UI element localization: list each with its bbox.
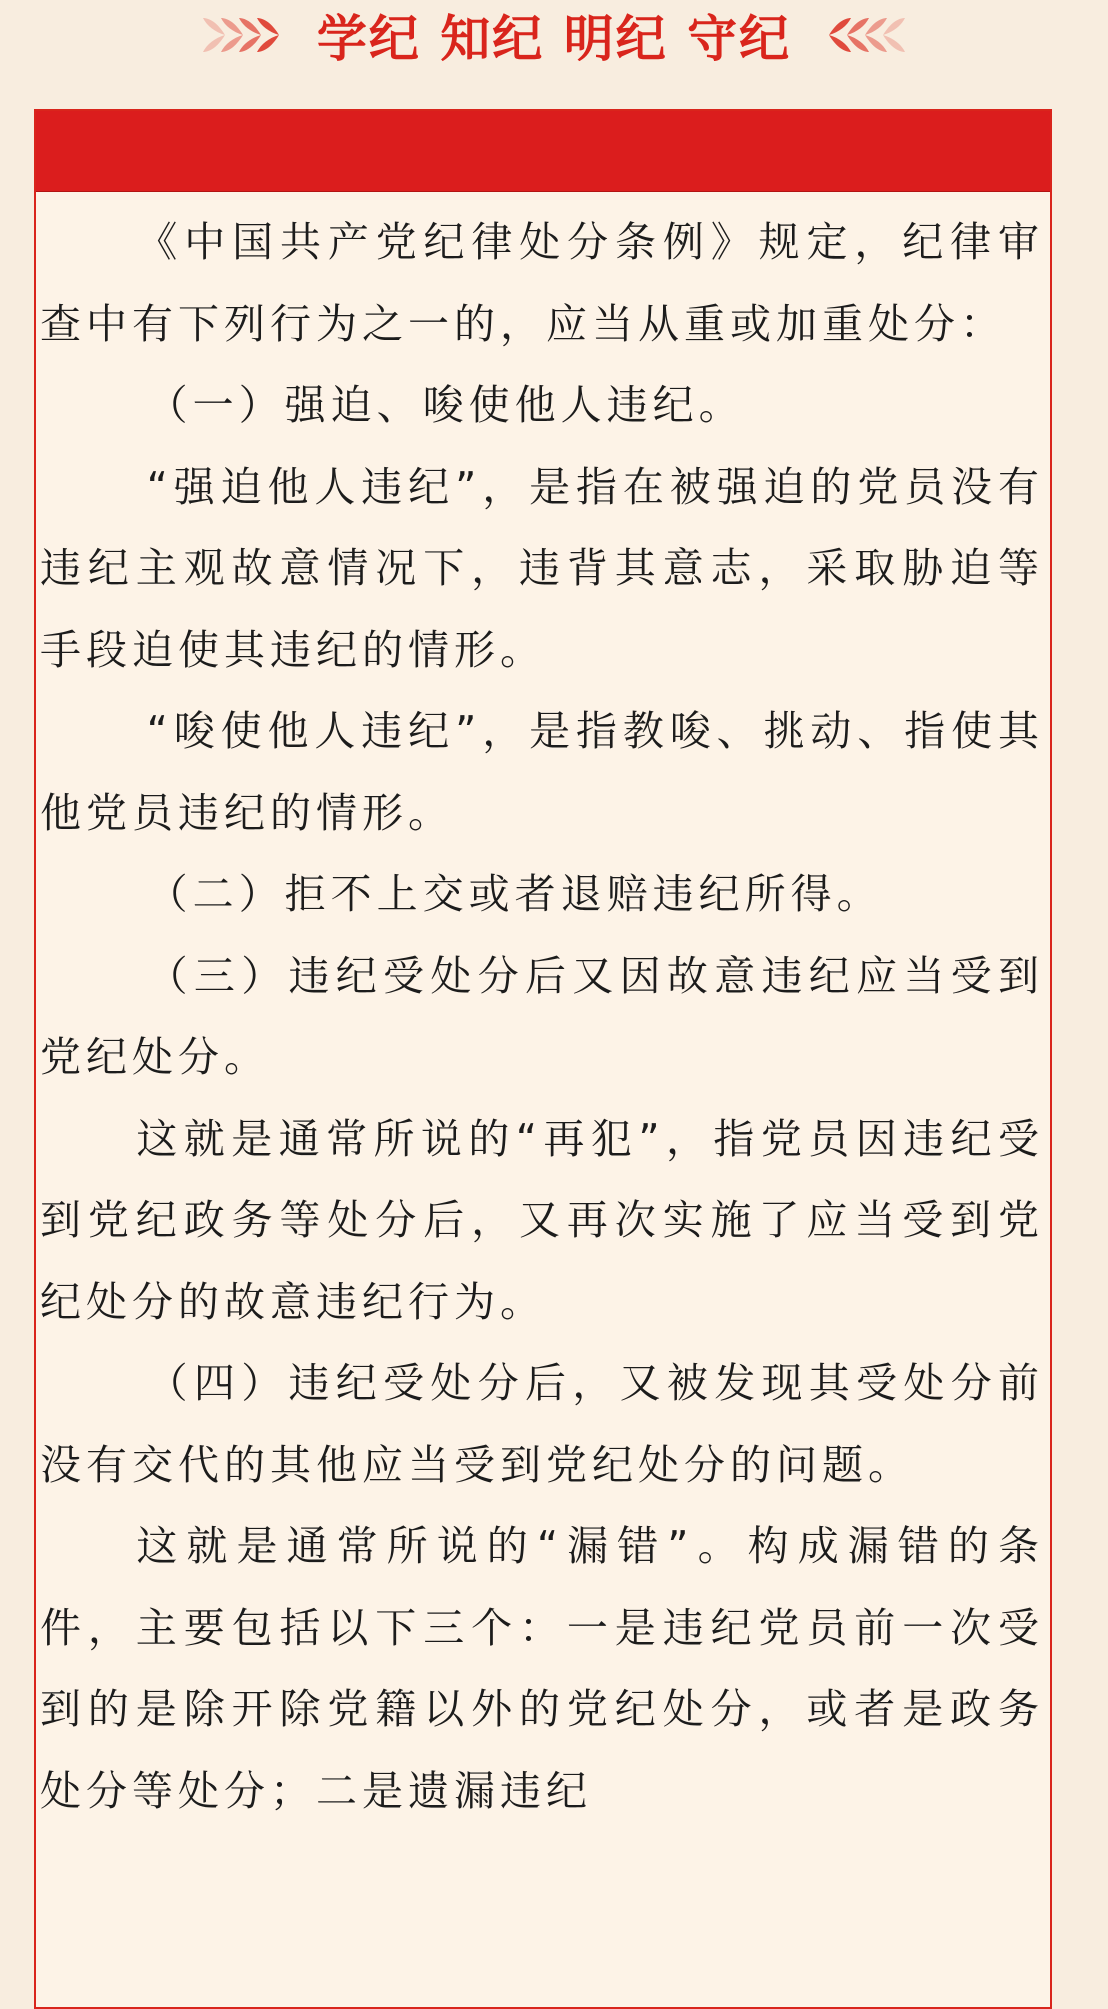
paragraph-omission-explanation: 这就是通常所说的“漏错”。构成漏错的条件，主要包括以下三个：一是违纪党员前一次受到的是除开除党籍以外的党纪处分，或者是政务处分等处分；二是遗漏违纪 — [40, 1522, 1044, 1815]
paragraph-item-1: （一）强迫、唆使他人违纪。 — [146, 381, 745, 429]
paragraph-instigation-definition: “唆使他人违纪”，是指教唆、挑动、指使其他党员违纪的情形。 — [40, 707, 1044, 837]
wheat-ornament-right-icon — [817, 10, 917, 60]
article-body — [36, 192, 1050, 1832]
paragraph-item-4: （四）违纪受处分后，又被发现其受处分前没有交代的其他应当受到党纪处分的问题。 — [40, 1359, 1044, 1489]
content-card — [34, 109, 1052, 2009]
paragraph-intro: 《中国共产党纪律处分条例》规定，纪律审查中有下列行为之一的，应当从重或加重处分： — [40, 218, 1044, 348]
paragraph-item-2: （二）拒不上交或者退赔违纪所得。 — [146, 870, 883, 918]
paragraph-reoffense-explanation: 这就是通常所说的“再犯”，指党员因违纪受到党纪政务等处分后，又再次实施了应当受到党纪处分的故意违纪行为。 — [40, 1114, 1044, 1326]
page-header — [0, 0, 1108, 70]
wheat-ornament-left-icon — [191, 10, 291, 60]
page-title: 学纪 知纪 明纪 守纪 — [316, 10, 792, 68]
paragraph-item-3: （三）违纪受处分后又因故意违纪应当受到党纪处分。 — [40, 951, 1044, 1081]
card-banner — [36, 111, 1050, 192]
paragraph-coercion-definition: “强迫他人违纪”，是指在被强迫的党员没有违纪主观故意情况下，违背其意志，采取胁迫等手段迫使其违纪的情形。 — [40, 462, 1044, 674]
